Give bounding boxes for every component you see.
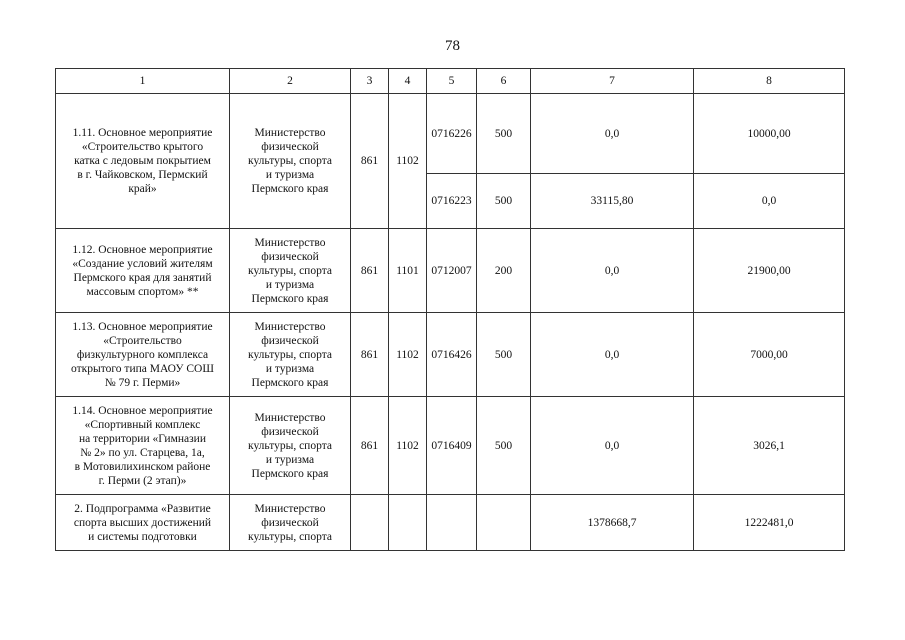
expense-type-cell <box>477 495 531 551</box>
activity-name-cell: 1.12. Основное мероприятие «Создание условий жителям Пермского края для занятий массовым спортом» ** <box>56 229 230 313</box>
header-cell: 7 <box>531 69 694 94</box>
table-row <box>56 313 845 397</box>
section-code-cell: 1102 <box>389 313 427 397</box>
header-cell: 6 <box>477 69 531 94</box>
table-header-row <box>56 69 845 94</box>
table-row <box>56 397 845 495</box>
page-number: 78 <box>445 38 460 54</box>
activity-name-cell: 1.14. Основное мероприятие «Спортивный комплекс на территории «Гимназии № 2» по ул. Старцева, 1а, в Мотовилихинском районе г. Перми (2 этап)» <box>56 397 230 495</box>
target-code-cell: 0712007 <box>427 229 477 313</box>
target-code-cell: 0716223 <box>427 174 477 229</box>
table-row <box>56 495 845 551</box>
budget-table <box>55 68 845 551</box>
target-code-cell: 0716426 <box>427 313 477 397</box>
expense-type-cell: 500 <box>477 397 531 495</box>
grbs-code-cell: 861 <box>351 229 389 313</box>
table-row <box>56 229 845 313</box>
grbs-code-cell <box>351 495 389 551</box>
grbs-code-cell: 861 <box>351 313 389 397</box>
target-code-cell: 0716409 <box>427 397 477 495</box>
amount-col7-cell: 0,0 <box>531 313 694 397</box>
expense-type-cell: 500 <box>477 94 531 174</box>
expense-type-cell: 500 <box>477 313 531 397</box>
amount-col7-cell: 0,0 <box>531 397 694 495</box>
amount-col8-cell: 0,0 <box>694 174 845 229</box>
target-code-cell <box>427 495 477 551</box>
expense-type-cell: 200 <box>477 229 531 313</box>
amount-col8-cell: 3026,1 <box>694 397 845 495</box>
table-row <box>56 94 845 174</box>
amount-col8-cell: 7000,00 <box>694 313 845 397</box>
amount-col8-cell: 1222481,0 <box>694 495 845 551</box>
ministry-cell: Министерство физической культуры, спорта <box>230 495 351 551</box>
amount-col7-cell: 0,0 <box>531 94 694 174</box>
amount-col7-cell: 0,0 <box>531 229 694 313</box>
ministry-cell: Министерство физической культуры, спорта и туризма Пермского края <box>230 397 351 495</box>
activity-name-cell: 1.11. Основное мероприятие «Строительство крытого катка с ледовым покрытием в г. Чайковском, Пермский край» <box>56 94 230 229</box>
header-cell: 8 <box>694 69 845 94</box>
section-code-cell: 1102 <box>389 397 427 495</box>
expense-type-cell: 500 <box>477 174 531 229</box>
amount-col7-cell: 33115,80 <box>531 174 694 229</box>
header-cell: 3 <box>351 69 389 94</box>
header-cell: 5 <box>427 69 477 94</box>
ministry-cell: Министерство физической культуры, спорта и туризма Пермского края <box>230 94 351 229</box>
target-code-cell: 0716226 <box>427 94 477 174</box>
header-cell: 1 <box>56 69 230 94</box>
amount-col8-cell: 10000,00 <box>694 94 845 174</box>
grbs-code-cell: 861 <box>351 94 389 229</box>
grbs-code-cell: 861 <box>351 397 389 495</box>
ministry-cell: Министерство физической культуры, спорта и туризма Пермского края <box>230 229 351 313</box>
amount-col7-cell: 1378668,7 <box>531 495 694 551</box>
section-code-cell: 1102 <box>389 94 427 229</box>
amount-col8-cell: 21900,00 <box>694 229 845 313</box>
section-code-cell: 1101 <box>389 229 427 313</box>
ministry-cell: Министерство физической культуры, спорта и туризма Пермского края <box>230 313 351 397</box>
activity-name-cell: 2. Подпрограмма «Развитие спорта высших достижений и системы подготовки <box>56 495 230 551</box>
section-code-cell <box>389 495 427 551</box>
header-cell: 2 <box>230 69 351 94</box>
activity-name-cell: 1.13. Основное мероприятие «Строительство физкультурного комплекса открытого типа МАОУ СОШ № 79 г. Перми» <box>56 313 230 397</box>
header-cell: 4 <box>389 69 427 94</box>
